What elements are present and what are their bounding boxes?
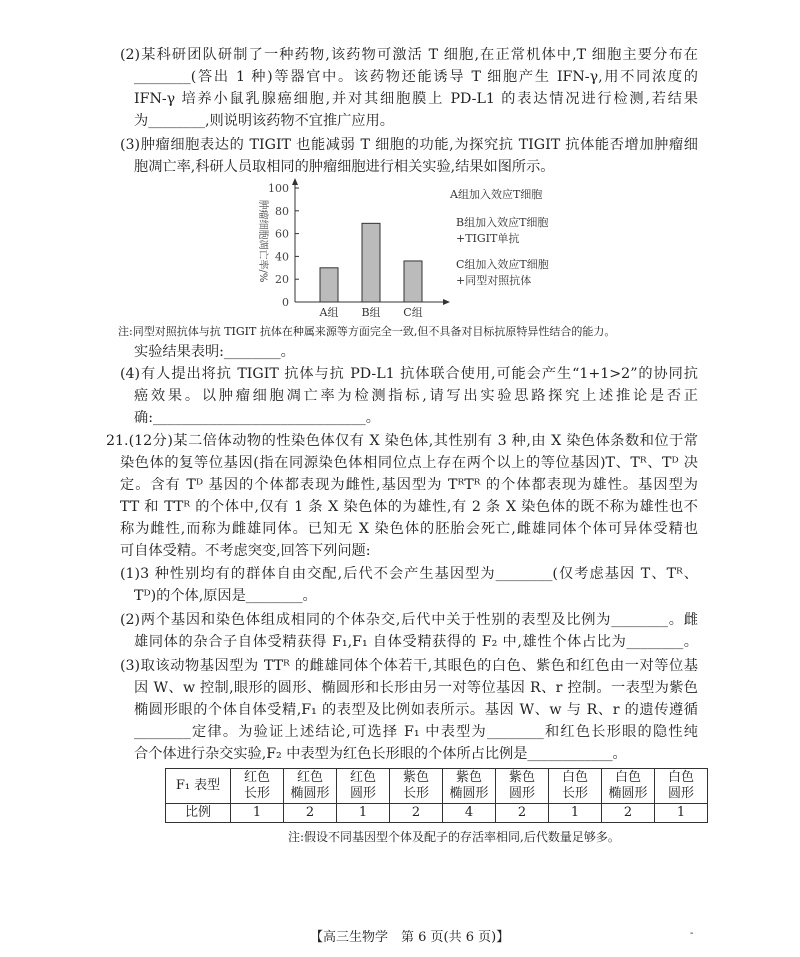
- text-line: (2)某科研团队研制了一种药物,该药物可激活 T 细胞,在正常机体中,T 细胞主要分布在: [120, 47, 698, 63]
- y-tick-label: 100: [268, 182, 289, 195]
- text-line: 因 W、w 控制,眼形的圆形、椭圆形和长形由另一对等位基因 R、r 控制。一表型为紫色: [134, 680, 698, 696]
- phenotype-shape: 椭圆形: [290, 786, 330, 801]
- text-line: 为________,则说明该药物不宜推广应用。: [134, 113, 394, 129]
- text-line: 染色体的复等位基因(指在同源染色体相同位点上存在两个以上的等位基因)T、Tᴿ、Tᴰ 决: [120, 455, 698, 471]
- table-cell-ratio: 1: [549, 804, 602, 823]
- bar-chart: [240, 176, 620, 324]
- text-line: ________(答出 1 种)等器官中。该药物还能诱导 T 细胞产生 IFN-γ,用不同浓度的: [134, 69, 698, 85]
- text-line: 胞凋亡率,科研人员取相同的肿瘤细胞进行相关实验,结果如图所示。: [134, 159, 555, 175]
- text-line: 定。含有 Tᴰ 基因的个体都表现为雌性,基因型为 TᴿTᴿ 的个体都表现为雄性。基因型为: [120, 477, 698, 493]
- table-header-label: F₁ 表型: [166, 769, 231, 804]
- y-tick-label: 60: [275, 227, 289, 241]
- table-cell-ratio: 1: [655, 804, 708, 823]
- bar-A组: [320, 268, 338, 302]
- y-axis-label: 肿瘤细胞凋亡率/%: [257, 199, 268, 283]
- phenotype-color: 白色: [561, 770, 588, 785]
- phenotype-shape: 椭圆形: [608, 786, 648, 801]
- text-line: (3)肿瘤细胞表达的 TIGIT 也能减弱 T 细胞的功能,为探究抗 TIGIT 抗体能否增加肿瘤细: [120, 137, 698, 153]
- text-line: 癌效果。以肿瘤细胞凋亡率为检测指标,请写出实验思路探究上述推论是否正: [134, 388, 698, 404]
- phenotype-shape: 圆形: [667, 786, 694, 801]
- text-line: 21.(12分)某二倍体动物的性染色体仅有 X 染色体,其性别有 3 种,由 X 染色体条数和位于常: [106, 433, 698, 449]
- x-tick-label: B组: [361, 306, 381, 319]
- phenotype-color: 白色: [614, 770, 641, 785]
- text-line: IFN-γ 培养小鼠乳腺癌细胞,并对其细胞膜上 PD-L1 的表达情况进行检测,若结果: [134, 91, 698, 107]
- table-cell-ratio: 2: [602, 804, 655, 823]
- table-header-cell: [231, 769, 284, 804]
- legend-text: C组加入效应T细胞: [456, 258, 549, 271]
- phenotype-shape: 长形: [402, 786, 429, 801]
- x-tick-label: C组: [403, 306, 423, 319]
- legend-text: +同型对照抗体: [456, 274, 532, 287]
- x-tick-label: A组: [319, 306, 339, 319]
- table-header-cell: [337, 769, 390, 804]
- table-header-cell: [443, 769, 496, 804]
- table-header-cell: [549, 769, 602, 804]
- text-line: 实验结果表明:________。: [134, 344, 295, 360]
- text-line: (1)3 种性别均有的群体自由交配,后代不会产生基因型为________(仅考虑基因 T、Tᴿ、: [120, 566, 698, 582]
- phenotype-shape: 长形: [243, 786, 270, 801]
- chart-note: 注:同型对照抗体与抗 TIGIT 抗体在种属来源等方面完全一致,但不具备对目标抗原特异性结合的能力。: [118, 325, 616, 338]
- table-cell-ratio: 1: [337, 804, 390, 823]
- text-line: 雄同体的杂合子自体受精获得 F₁,F₁ 自体受精获得的 F₂ 中,雄性个体占比为________。: [134, 634, 698, 650]
- text-line: ________定律。为验证上述结论,可选择 F₁ 中表型为________和红色长形眼的隐性纯: [134, 724, 698, 740]
- text-line: Tᴰ)的个体,原因是________。: [134, 588, 317, 604]
- text-line: 称为雌性,而称为雌雄同体。已知无 X 染色体的胚胎会死亡,雌雄同体个体可异体受精也: [120, 521, 698, 537]
- text-line: (2)两个基因和染色体组成相同的个体杂交,后代中关于性别的表型及比例为________。雌: [120, 612, 698, 628]
- table-header-cell: [390, 769, 443, 804]
- phenotype-color: 紫色: [402, 770, 429, 785]
- table-cell-ratio: 2: [496, 804, 549, 823]
- text-line: 椭圆形眼的个体自体受精,F₁ 的表型及比例如表所示。基因 W、w 与 R、r 的遗传遵循: [134, 702, 698, 718]
- phenotype-shape: 椭圆形: [449, 786, 489, 801]
- table-cell-ratio: 1: [231, 804, 284, 823]
- y-tick-label: 0: [282, 296, 289, 309]
- text-line: TT 和 TTᴿ 的个体中,仅有 1 条 X 染色体的为雄性,有 2 条 X 染色体的既不称为雄性也不: [120, 499, 698, 515]
- text-line: 合个体进行杂交实验,F₂ 中表型为红色长形眼的个体所占比例是____________。: [134, 746, 627, 762]
- y-axis-arrow-icon: [292, 178, 298, 185]
- bar-B组: [362, 223, 380, 302]
- table-note: 注:假设不同基因型个体及配子的存活率相同,后代数量足够多。: [288, 830, 620, 844]
- f1-phenotype-table: [165, 768, 708, 823]
- phenotype-shape: 圆形: [349, 786, 376, 801]
- legend-text: A组加入效应T细胞: [450, 188, 543, 201]
- phenotype-shape: 长形: [561, 786, 588, 801]
- y-tick-label: 40: [275, 250, 289, 264]
- phenotype-color: 紫色: [508, 770, 535, 785]
- y-tick-label: 20: [275, 273, 289, 287]
- page-footer: 【高三生物学 第 6 页(共 6 页)】: [310, 930, 510, 945]
- x-axis-arrow-icon: [443, 299, 450, 305]
- bar-C组: [404, 261, 422, 302]
- legend-text: B组加入效应T细胞: [456, 216, 549, 229]
- table-cell-ratio: 2: [284, 804, 337, 823]
- text-line: (4)有人提出将抗 TIGIT 抗体与抗 PD-L1 抗体联合使用,可能会产生“1+1>2”的协同抗: [120, 366, 698, 382]
- table-header-cell: [284, 769, 337, 804]
- table-cell-ratio: 2: [390, 804, 443, 823]
- y-tick-label: 80: [275, 204, 289, 218]
- legend-text: +TIGIT单抗: [456, 232, 520, 245]
- phenotype-color: 紫色: [455, 770, 482, 785]
- table-cell-ratio: 4: [443, 804, 496, 823]
- footer-mark: -: [690, 928, 694, 939]
- phenotype-color: 红色: [349, 770, 376, 785]
- phenotype-color: 红色: [243, 770, 270, 785]
- text-line: 可自体受精。不考虑突变,回答下列问题:: [120, 543, 371, 559]
- phenotype-color: 红色: [296, 770, 323, 785]
- table-row-label: 比例: [166, 804, 231, 823]
- phenotype-color: 白色: [667, 770, 694, 785]
- text-line: (3)取该动物基因型为 TTᴿ 的雌雄同体个体若干,其眼色的白色、紫色和红色由一对等位基: [120, 658, 698, 674]
- table-header-cell: [655, 769, 708, 804]
- text-line: 确:______________________________。: [134, 410, 380, 426]
- table-header-cell: [602, 769, 655, 804]
- table-header-cell: [496, 769, 549, 804]
- phenotype-shape: 圆形: [508, 786, 535, 801]
